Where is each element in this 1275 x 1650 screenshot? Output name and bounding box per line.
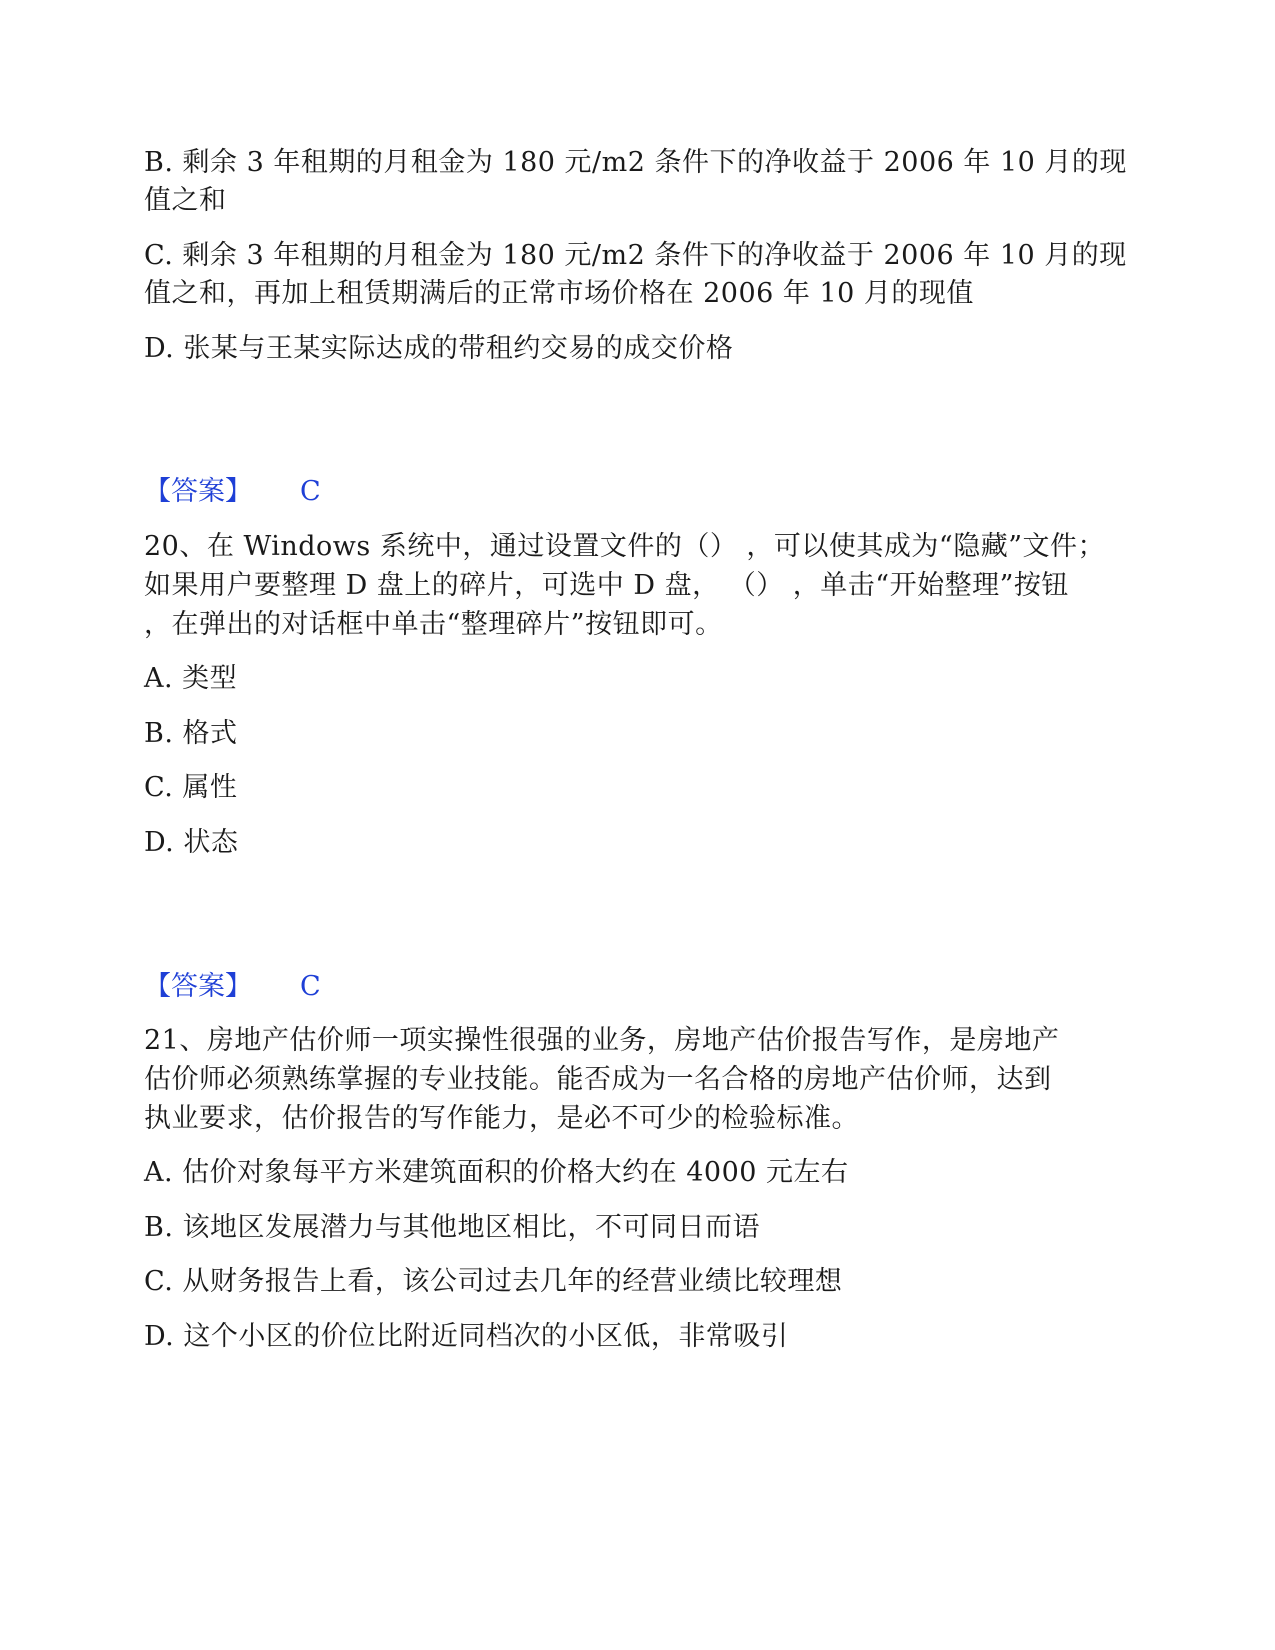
answer-label: 【答案】 — [144, 476, 252, 507]
document-page — [144, 0, 1127, 1650]
q20-option-a: A. 类型 — [144, 663, 238, 694]
q21-option-c: C. 从财务报告上看，该公司过去几年的经营业绩比较理想 — [144, 1266, 843, 1297]
q21-option-b: B. 该地区发展潜力与其他地区相比，不可同日而语 — [144, 1212, 761, 1243]
q19-option-b-line2: 值之和 — [144, 185, 227, 216]
q20-option-d: D. 状态 — [144, 827, 239, 858]
q21-stem-line3: 执业要求，估价报告的写作能力，是必不可少的检验标准。 — [144, 1103, 859, 1134]
answer-value: C — [300, 476, 321, 507]
q20-stem-line3: ，在弹出的对话框中单击“整理碎片”按钮即可。 — [144, 609, 723, 640]
q19-option-c-line1: C. 剩余 3 年租期的月租金为 180 元/m2 条件下的净收益于 2006 年 10 月的现 — [144, 240, 1127, 271]
q20-option-b: B. 格式 — [144, 718, 238, 749]
q21-stem-line1: 21、房地产估价师一项实操性很强的业务，房地产估价报告写作，是房地产 — [144, 1025, 1060, 1056]
q21-option-d: D. 这个小区的价位比附近同档次的小区低，非常吸引 — [144, 1321, 789, 1352]
answer-value: C — [300, 971, 321, 1002]
answer-19 — [144, 472, 321, 512]
q21-stem-line2: 估价师必须熟练掌握的专业技能。能否成为一名合格的房地产估价师，达到 — [144, 1064, 1052, 1095]
answer-20 — [144, 967, 321, 1007]
q20-stem-line2: 如果用户要整理 D 盘上的碎片，可选中 D 盘， （） ，单击“开始整理”按钮 — [144, 570, 1069, 601]
q20-stem-line1: 20、在 Windows 系统中，通过设置文件的（） ，可以使其成为“隐藏”文件； — [144, 531, 1106, 562]
q19-option-d: D. 张某与王某实际达成的带租约交易的成交价格 — [144, 333, 734, 364]
q20-option-c: C. 属性 — [144, 772, 238, 803]
q19-option-c-line2: 值之和，再加上租赁期满后的正常市场价格在 2006 年 10 月的现值 — [144, 278, 974, 309]
answer-label: 【答案】 — [144, 971, 252, 1002]
q19-option-b-line1: B. 剩余 3 年租期的月租金为 180 元/m2 条件下的净收益于 2006 年 10 月的现 — [144, 147, 1127, 178]
q21-option-a: A. 估价对象每平方米建筑面积的价格大约在 4000 元左右 — [144, 1157, 849, 1188]
